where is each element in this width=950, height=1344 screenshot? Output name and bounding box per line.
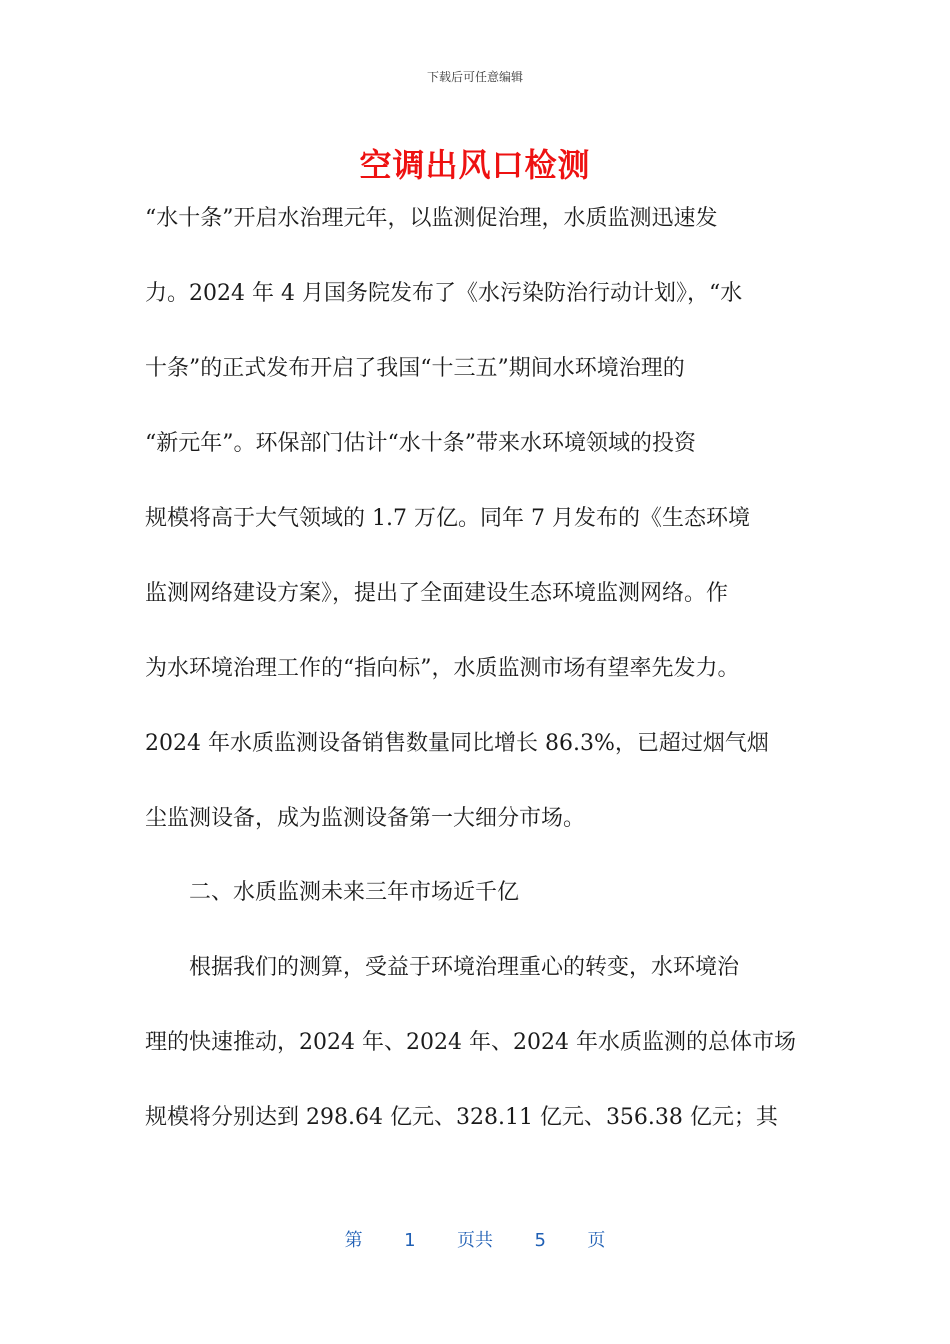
footer-suffix: 页 xyxy=(587,1230,606,1251)
body-line: 力。2024 年 4 月国务院发布了《水污染防治行动计划》，“水 xyxy=(145,281,743,306)
footer-total-pages: 5 xyxy=(534,1230,546,1251)
body-line: 规模将分别达到 298.64 亿元、328.11 亿元、356.38 亿元；其 xyxy=(145,1105,778,1130)
section-heading: 二、水质监测未来三年市场近千亿 xyxy=(145,880,520,905)
footer-page-number: 1 xyxy=(404,1230,416,1251)
body-line: “水十条”开启水治理元年，以监测促治理，水质监测迅速发 xyxy=(145,206,718,231)
footer-prefix: 第 xyxy=(344,1230,363,1251)
body-line: “新元年”。环保部门估计“水十条”带来水环境领域的投资 xyxy=(145,431,696,456)
body-line: 根据我们的测算，受益于环境治理重心的转变，水环境治 xyxy=(145,955,740,980)
body-line: 2024 年水质监测设备销售数量同比增长 86.3%，已超过烟气烟 xyxy=(145,731,769,756)
body-line: 理的快速推动，2024 年、2024 年、2024 年水质监测的总体市场 xyxy=(145,1030,796,1055)
body-line: 监测网络建设方案》，提出了全面建设生态环境监测网络。作 xyxy=(145,581,729,606)
footer-middle: 页共 xyxy=(457,1230,493,1251)
body-line: 为水环境治理工作的“指向标”，水质监测市场有望率先发力。 xyxy=(145,656,740,681)
header-note: 下载后可任意编辑 xyxy=(426,70,523,84)
body-line: 规模将高于大气领域的 1.7 万亿。同年 7 月发布的《生态环境 xyxy=(145,506,750,531)
body-line: 十条”的正式发布开启了我国“十三五”期间水环境治理的 xyxy=(145,356,685,381)
body-line: 尘监测设备，成为监测设备第一大细分市场。 xyxy=(145,806,586,831)
document-title: 空调出风口检测 xyxy=(359,146,591,184)
page-footer xyxy=(0,1226,950,1252)
